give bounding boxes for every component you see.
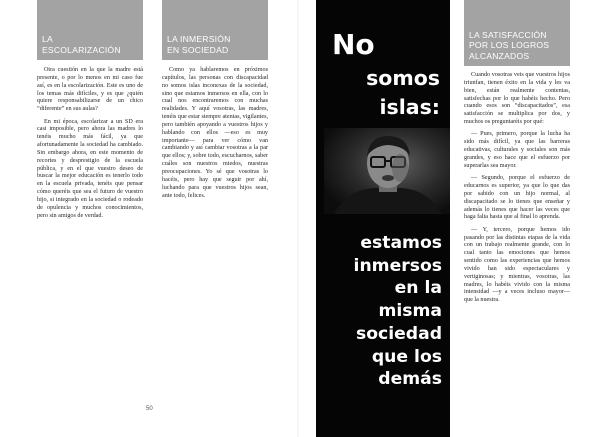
tagline-line: demás [378, 369, 442, 390]
portrait-photo [324, 128, 450, 214]
header-line: EN SOCIEDAD [167, 44, 229, 55]
tagline-line: que los [371, 346, 442, 367]
header-line: ALCANZADOS [469, 50, 530, 61]
panel-word-no: No [332, 28, 375, 61]
title-panel [316, 0, 450, 437]
paragraph: Cuando vosotras veis que vuestros hijos triunfan, tienen éxito en la vida y les va bien, están realmente contentas, satisfechas por lo que habéis hecho. Pero cuando esos son “discapacitados”, esa satisfacción se multiplica por dos, y muchos os preguntaréis por qué: [464, 72, 570, 126]
section-header-escolarizacion [37, 0, 143, 60]
panel-word-islas: islas: [379, 95, 440, 119]
text-column-inmersion [162, 67, 268, 205]
tagline-line: inmersos [353, 255, 442, 276]
header-line: POR LOS LOGROS [469, 40, 550, 50]
paragraph: Como ya hablaremos en próximos capítulos, las personas con discapacidad no somos islas inconexas de la sociedad, sino que estamos inmersos en ella, con lo cual nos encontraremos con muchas realidades. Y aquí vosotras, las madres, tenéis que estar siempre atentas, vigilantes, pero también apoyando a vuestros hijos y hablando con ellos —eso es muy importante— para ver cómo van cambiando y así cambiar vosotras a la par que ellos; y, sobre todo, escucharnos, saber cuáles son nuestros miedos, nuestras preocupaciones. Yo sé que vosotras lo hacéis, pero hay que seguir por ahí, luchando para que vuestros hijos sean, ante todo, felices. [162, 67, 268, 199]
tagline-line: sociedad [356, 323, 442, 344]
section-header-satisfaccion [464, 0, 570, 66]
section-header-inmersion [162, 0, 268, 60]
paragraph: — Segundo, porque el esfuerzo de educarnos es superior, ya que lo que das por sabido con un hijo normal, al discapacitado se lo tienes que enseñar y además lo tienes que hacer las veces que haga falta hasta que al final lo aprenda. [464, 175, 570, 221]
text-column-escolarizacion [37, 67, 143, 225]
header-line: LA [42, 34, 53, 44]
header-line: LA INMERSIÓN [167, 34, 231, 44]
paragraph: — Y, tercero, porque hemos ido pasando por las distintas etapas de la vida con un trabajo realmente grande, con lo cual tanto las emociones que hemos sentido como las experiencias que hemos vivido han sido espectaculares y vertiginosas; y mientras, vosotras, las madres, lo habéis vivido con la misma intensidad —y a veces incluso mayor— que la nuestra. [464, 226, 570, 304]
header-line: ESCOLARIZACIÓN [42, 44, 121, 55]
paragraph: Otra cuestión en la que la madre está presente, o por lo menos en mi caso fue así, es en la escolarización. Este es uno de los temas más difíciles, y es que ¿quién quiere responsabilizarse de un chico “diferente” en sus aulas? [37, 67, 143, 113]
portrait-illustration [324, 128, 450, 214]
page-number: 50 [146, 406, 153, 412]
tagline-line: estamos [360, 233, 442, 253]
tagline-line: en la [394, 278, 442, 299]
paragraph: En mi época, escolarizar a un SD era casi imposible, pero ahora las madres lo tenéis mucho más fácil, ya que afortunadamente la sociedad ha cambiado. Sin embargo ahora, en este momento de recortes y desprestigio de la escuela pública, y en el que vuestro deseo de buscar la mejor educación es tenerlo todo en la escuela privada, tenéis que pensar cómo queréis que sea el futuro de vuestro hijo, si integrado en la sociedad o rodeado de opulencia y muchos conocimientos, pero sin amigos de verdad. [37, 118, 143, 219]
header-line: LA SATISFACCIÓN [469, 29, 547, 40]
text-column-satisfaccion [464, 72, 570, 310]
paragraph: — Pues, primero, porque la lucha ha sido más difícil, ya que las barreras educativas, culturales y sociales son más grandes, y eso hace que el esfuerzo por superarlas sea mayor. [464, 131, 570, 169]
tagline-line: misma [378, 301, 442, 322]
panel-word-somos: somos [366, 66, 440, 90]
panel-tagline [312, 232, 442, 391]
